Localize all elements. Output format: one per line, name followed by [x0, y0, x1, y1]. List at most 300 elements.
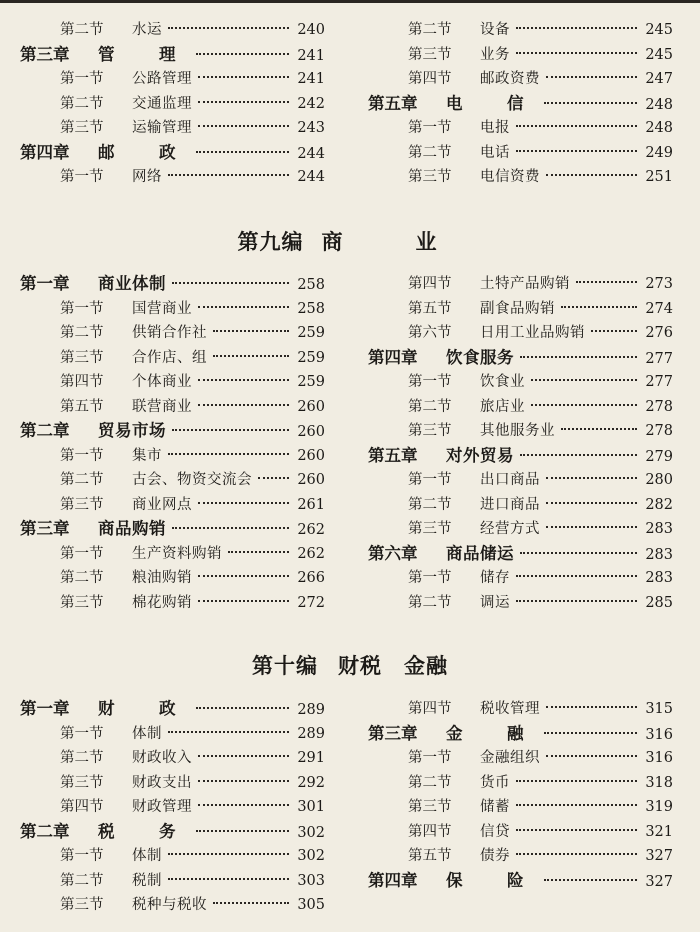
page-number: 258 — [297, 300, 325, 317]
section-entry[interactable] — [20, 493, 325, 518]
entry-number: 第一节 — [60, 848, 104, 864]
page-number: 242 — [297, 95, 325, 112]
page-number: 292 — [297, 774, 325, 791]
chapter-entry[interactable] — [20, 820, 325, 845]
page-number: 276 — [645, 325, 673, 341]
entry-title: 饮食业 — [480, 374, 525, 390]
section-entry[interactable] — [368, 272, 673, 297]
toc-column-right — [368, 18, 673, 190]
entry-title: 调运 — [480, 594, 510, 611]
entry-number: 第二节 — [60, 22, 104, 38]
dot-leader — [198, 600, 289, 602]
section-entry[interactable] — [20, 346, 325, 371]
toc-column-right — [368, 272, 673, 615]
entry-number: 第二章 — [20, 821, 70, 841]
page-number: 279 — [645, 448, 673, 465]
page-number: 321 — [645, 823, 673, 840]
entry-title: 副食品购销 — [480, 300, 555, 317]
page-number: 274 — [645, 300, 673, 317]
entry-number: 第六章 — [368, 543, 418, 563]
page-number: 245 — [645, 46, 673, 63]
entry-title: 粮油购销 — [132, 570, 192, 586]
entry-number: 第四章 — [20, 142, 70, 162]
entry-title: 金 融 — [446, 723, 538, 743]
dot-leader — [198, 780, 289, 782]
entry-number: 第四章 — [368, 347, 418, 367]
section-entry[interactable] — [368, 468, 673, 493]
page-number: 245 — [645, 22, 673, 38]
dot-leader — [172, 429, 289, 431]
entry-number: 第一节 — [408, 374, 452, 390]
dot-leader — [520, 552, 637, 554]
section-entry[interactable] — [368, 43, 673, 68]
page-number: 272 — [297, 594, 325, 611]
dot-leader — [576, 281, 637, 283]
dot-leader — [213, 902, 289, 904]
page-number: 285 — [645, 594, 673, 611]
page-number: 318 — [645, 774, 673, 791]
entry-number: 第二节 — [60, 472, 104, 488]
section-entry[interactable] — [20, 771, 325, 796]
section-entry[interactable] — [368, 116, 673, 141]
entry-title: 税 务 — [98, 821, 190, 841]
section-entry[interactable] — [20, 370, 325, 395]
page-number: 240 — [297, 22, 325, 38]
page-number: 260 — [297, 472, 325, 488]
section-entry[interactable] — [368, 321, 673, 346]
entry-title: 饮食服务 — [446, 347, 514, 367]
entry-number: 第二章 — [20, 421, 70, 440]
chapter-entry[interactable] — [368, 542, 673, 567]
section-entry[interactable] — [20, 116, 325, 141]
entry-number: 第四节 — [408, 823, 452, 840]
dot-leader — [516, 829, 637, 831]
entry-number: 第一节 — [408, 570, 452, 586]
entry-number: 第三节 — [60, 594, 104, 611]
dot-leader — [544, 732, 638, 734]
dot-leader — [258, 477, 289, 479]
entry-title: 业务 — [480, 46, 510, 63]
section-entry[interactable] — [368, 795, 673, 820]
section-entry[interactable] — [20, 893, 325, 918]
entry-title: 供销合作社 — [132, 325, 207, 341]
entry-title: 体制 — [132, 848, 162, 864]
page-number: 241 — [297, 47, 325, 64]
entry-title: 商品储运 — [446, 543, 514, 563]
section-entry[interactable] — [20, 795, 325, 820]
section-entry[interactable] — [20, 67, 325, 92]
entry-number: 第二节 — [408, 144, 452, 161]
entry-title: 出口商品 — [480, 472, 540, 488]
entry-number: 第一节 — [408, 120, 452, 136]
dot-leader — [546, 502, 637, 504]
entry-title: 体制 — [132, 725, 162, 742]
entry-title: 财政收入 — [132, 750, 192, 766]
chapter-entry[interactable] — [368, 444, 673, 469]
dot-leader — [516, 853, 637, 855]
section-entry[interactable] — [368, 67, 673, 92]
page-number: 319 — [645, 799, 673, 815]
chapter-entry[interactable] — [20, 697, 325, 722]
dot-leader — [520, 454, 637, 456]
dot-leader — [516, 600, 637, 602]
entry-title: 集市 — [132, 447, 162, 464]
entry-number: 第四节 — [408, 276, 452, 292]
page-number: 278 — [645, 423, 673, 439]
entry-number: 第二节 — [60, 570, 104, 586]
page-number: 248 — [645, 96, 673, 113]
dot-leader — [168, 27, 289, 29]
page-number: 305 — [297, 897, 325, 913]
toc-column-left — [20, 697, 325, 918]
dot-leader — [228, 551, 289, 553]
dot-leader — [198, 125, 289, 127]
entry-title: 国营商业 — [132, 300, 192, 317]
top-rule — [0, 0, 700, 3]
dot-leader — [546, 174, 637, 176]
page-number: 277 — [645, 350, 673, 367]
entry-title: 管 理 — [98, 44, 190, 64]
entry-title: 保 险 — [446, 870, 538, 890]
dot-leader — [213, 330, 289, 332]
entry-number: 第二节 — [60, 95, 104, 112]
page-number: 277 — [645, 374, 673, 390]
section-entry[interactable] — [20, 844, 325, 869]
page-number: 316 — [645, 750, 673, 766]
entry-number: 第一章 — [20, 274, 70, 293]
entry-number: 第二节 — [60, 325, 104, 341]
entry-title: 货币 — [480, 774, 510, 791]
entry-title: 古会、物资交流会 — [132, 472, 252, 488]
dot-leader — [546, 76, 637, 78]
entry-number: 第三节 — [60, 897, 104, 913]
entry-number: 第三节 — [408, 46, 452, 63]
part-heading-10 — [0, 650, 700, 680]
entry-title: 合作店、组 — [132, 349, 207, 366]
entry-title: 网络 — [132, 169, 162, 185]
section-entry[interactable] — [20, 297, 325, 322]
page-number: 303 — [297, 872, 325, 889]
entry-number: 第五章 — [368, 93, 418, 113]
section-entry[interactable] — [368, 746, 673, 771]
entry-title: 储蓄 — [480, 799, 510, 815]
part-name: 财税 金融 — [338, 653, 448, 678]
section-entry[interactable] — [368, 771, 673, 796]
dot-leader — [531, 404, 637, 406]
entry-number: 第二节 — [60, 872, 104, 889]
dot-leader — [168, 878, 289, 880]
entry-number: 第三节 — [60, 120, 104, 136]
section-entry[interactable] — [20, 18, 325, 43]
page-number: 282 — [645, 496, 673, 513]
dot-leader — [198, 101, 289, 103]
entry-title: 财 政 — [98, 699, 190, 718]
dot-leader — [561, 428, 637, 430]
entry-number: 第五节 — [408, 300, 452, 317]
entry-number: 第三节 — [408, 521, 452, 537]
entry-title: 对外贸易 — [446, 445, 514, 465]
entry-title: 电 信 — [446, 93, 538, 113]
toc-column-right — [368, 697, 673, 893]
entry-number: 第一节 — [60, 169, 104, 185]
dot-leader — [198, 379, 289, 381]
entry-number: 第五节 — [408, 848, 452, 864]
section-entry[interactable] — [368, 18, 673, 43]
chapter-entry[interactable] — [20, 43, 325, 68]
section-entry[interactable] — [20, 542, 325, 567]
section-entry[interactable] — [368, 566, 673, 591]
section-entry[interactable] — [20, 722, 325, 747]
entry-number: 第四节 — [60, 374, 104, 390]
page-number: 266 — [297, 570, 325, 586]
entry-number: 第一节 — [60, 545, 104, 562]
section-entry[interactable] — [368, 844, 673, 869]
part-number: 第九编 — [237, 229, 304, 254]
entry-title: 邮 政 — [98, 142, 190, 162]
chapter-entry[interactable] — [20, 272, 325, 297]
page-number: 259 — [297, 374, 325, 390]
entry-number: 第三节 — [408, 423, 452, 439]
section-entry[interactable] — [368, 419, 673, 444]
page-number: 302 — [297, 824, 325, 841]
dot-leader — [546, 755, 637, 757]
dot-leader — [196, 830, 290, 832]
dot-leader — [531, 379, 637, 381]
section-entry[interactable] — [20, 746, 325, 771]
entry-title: 进口商品 — [480, 496, 540, 513]
entry-title: 经营方式 — [480, 521, 540, 537]
entry-number: 第一节 — [60, 71, 104, 87]
entry-title: 公路管理 — [132, 71, 192, 87]
dot-leader — [198, 404, 289, 406]
entry-title: 财政管理 — [132, 799, 192, 815]
section-entry[interactable] — [368, 165, 673, 190]
entry-number: 第三节 — [60, 349, 104, 366]
dot-leader — [168, 453, 289, 455]
entry-title: 邮政资费 — [480, 71, 540, 87]
entry-number: 第一节 — [60, 725, 104, 742]
dot-leader — [198, 804, 289, 806]
page-number: 278 — [645, 398, 673, 415]
dot-leader — [516, 575, 637, 577]
entry-number: 第三章 — [20, 44, 70, 64]
page-number: 244 — [297, 145, 325, 162]
dot-leader — [196, 151, 290, 153]
entry-number: 第六节 — [408, 325, 452, 341]
entry-number: 第三章 — [20, 519, 70, 538]
section-entry[interactable] — [368, 370, 673, 395]
section-entry[interactable] — [368, 697, 673, 722]
chapter-entry[interactable] — [368, 346, 673, 371]
page-number: 327 — [645, 848, 673, 864]
dot-leader — [544, 879, 638, 881]
dot-leader — [172, 282, 289, 284]
toc-column-left — [20, 272, 325, 615]
section-entry[interactable] — [368, 141, 673, 166]
page-number: 244 — [297, 169, 325, 185]
page-number: 289 — [297, 725, 325, 742]
dot-leader — [546, 706, 637, 708]
dot-leader — [168, 853, 289, 855]
entry-number: 第二节 — [60, 750, 104, 766]
page-number: 273 — [645, 276, 673, 292]
section-entry[interactable] — [20, 92, 325, 117]
section-entry[interactable] — [368, 297, 673, 322]
entry-number: 第一节 — [408, 750, 452, 766]
page-number: 262 — [297, 545, 325, 562]
page-number: 261 — [297, 496, 325, 513]
entry-number: 第一节 — [60, 300, 104, 317]
chapter-entry[interactable] — [20, 141, 325, 166]
dot-leader — [198, 502, 289, 504]
entry-title: 电信资费 — [480, 169, 540, 185]
entry-title: 商业网点 — [132, 496, 192, 513]
page-number: 241 — [297, 71, 325, 87]
section-entry[interactable] — [20, 591, 325, 616]
page-number: 283 — [645, 521, 673, 537]
chapter-entry[interactable] — [20, 517, 325, 542]
section-entry[interactable] — [368, 395, 673, 420]
page-number: 289 — [297, 702, 325, 718]
page-number: 291 — [297, 750, 325, 766]
chapter-entry[interactable] — [368, 869, 673, 894]
entry-number: 第五章 — [368, 445, 418, 465]
page-number: 243 — [297, 120, 325, 136]
dot-leader — [198, 575, 289, 577]
entry-number: 第三节 — [60, 496, 104, 513]
page-number: 302 — [297, 848, 325, 864]
dot-leader — [168, 174, 289, 176]
dot-leader — [198, 306, 289, 308]
entry-title: 财政支出 — [132, 774, 192, 791]
page-number: 262 — [297, 522, 325, 538]
toc-column-left — [20, 18, 325, 190]
dot-leader — [198, 755, 289, 757]
entry-title: 商品购销 — [98, 519, 166, 538]
entry-title: 税制 — [132, 872, 162, 889]
chapter-entry[interactable] — [20, 419, 325, 444]
dot-leader — [213, 355, 289, 357]
page-number: 315 — [645, 701, 673, 717]
entry-title: 债券 — [480, 848, 510, 864]
section-entry[interactable] — [20, 869, 325, 894]
entry-title: 交通监理 — [132, 95, 192, 112]
section-entry[interactable] — [20, 444, 325, 469]
section-entry[interactable] — [20, 468, 325, 493]
entry-title: 日用工业品购销 — [480, 325, 585, 341]
page-number: 316 — [645, 726, 673, 743]
entry-title: 信贷 — [480, 823, 510, 840]
part-name: 商 业 — [321, 229, 463, 254]
entry-number: 第二节 — [408, 398, 452, 415]
entry-number: 第四节 — [60, 799, 104, 815]
dot-leader — [196, 53, 290, 55]
entry-title: 贸易市场 — [98, 421, 166, 440]
part-heading-9 — [0, 226, 700, 256]
entry-title: 运输管理 — [132, 120, 192, 136]
dot-leader — [591, 330, 637, 332]
entry-number: 第一章 — [20, 699, 70, 718]
entry-title: 生产资料购销 — [132, 545, 222, 562]
dot-leader — [168, 731, 289, 733]
entry-number: 第五节 — [60, 398, 104, 415]
entry-title: 土特产品购销 — [480, 276, 570, 292]
page-number: 283 — [645, 546, 673, 563]
section-entry[interactable] — [20, 165, 325, 190]
page-number: 301 — [297, 799, 325, 815]
dot-leader — [516, 125, 637, 127]
entry-title: 电报 — [480, 120, 510, 136]
dot-leader — [520, 356, 637, 358]
chapter-entry[interactable] — [368, 92, 673, 117]
entry-number: 第四节 — [408, 701, 452, 717]
entry-title: 联营商业 — [132, 398, 192, 415]
entry-number: 第三节 — [408, 169, 452, 185]
entry-number: 第二节 — [408, 594, 452, 611]
page-number: 258 — [297, 277, 325, 293]
page-number: 247 — [645, 71, 673, 87]
entry-number: 第三节 — [60, 774, 104, 791]
dot-leader — [196, 707, 290, 709]
page-number: 249 — [645, 144, 673, 161]
entry-number: 第四节 — [408, 71, 452, 87]
section-entry[interactable] — [20, 566, 325, 591]
page-number: 327 — [645, 873, 673, 890]
entry-title: 设备 — [480, 22, 510, 38]
entry-title: 电话 — [480, 144, 510, 161]
entry-title: 个体商业 — [132, 374, 192, 390]
entry-number: 第一节 — [60, 447, 104, 464]
dot-leader — [546, 526, 637, 528]
page-number: 259 — [297, 349, 325, 366]
section-entry[interactable] — [368, 820, 673, 845]
dot-leader — [198, 76, 289, 78]
dot-leader — [172, 527, 289, 529]
entry-title: 旅店业 — [480, 398, 525, 415]
page-number: 283 — [645, 570, 673, 586]
entry-title: 棉花购销 — [132, 594, 192, 611]
entry-title: 其他服务业 — [480, 423, 555, 439]
section-entry[interactable] — [20, 321, 325, 346]
section-entry[interactable] — [20, 395, 325, 420]
page-number: 260 — [297, 424, 325, 440]
page-number: 251 — [645, 169, 673, 185]
entry-title: 金融组织 — [480, 750, 540, 766]
dot-leader — [546, 477, 637, 479]
section-entry[interactable] — [368, 493, 673, 518]
chapter-entry[interactable] — [368, 722, 673, 747]
entry-number: 第二节 — [408, 774, 452, 791]
dot-leader — [544, 102, 638, 104]
page-number: 248 — [645, 120, 673, 136]
section-entry[interactable] — [368, 517, 673, 542]
entry-number: 第二节 — [408, 496, 452, 513]
entry-number: 第二节 — [408, 22, 452, 38]
entry-title: 储存 — [480, 570, 510, 586]
entry-title: 税收管理 — [480, 701, 540, 717]
dot-leader — [516, 27, 637, 29]
dot-leader — [516, 804, 637, 806]
dot-leader — [516, 52, 637, 54]
dot-leader — [516, 780, 637, 782]
entry-number: 第三节 — [408, 799, 452, 815]
entry-title: 水运 — [132, 22, 162, 38]
entry-number: 第一节 — [408, 472, 452, 488]
dot-leader — [561, 306, 637, 308]
page-number: 280 — [645, 472, 673, 488]
page-number: 260 — [297, 447, 325, 464]
section-entry[interactable] — [368, 591, 673, 616]
